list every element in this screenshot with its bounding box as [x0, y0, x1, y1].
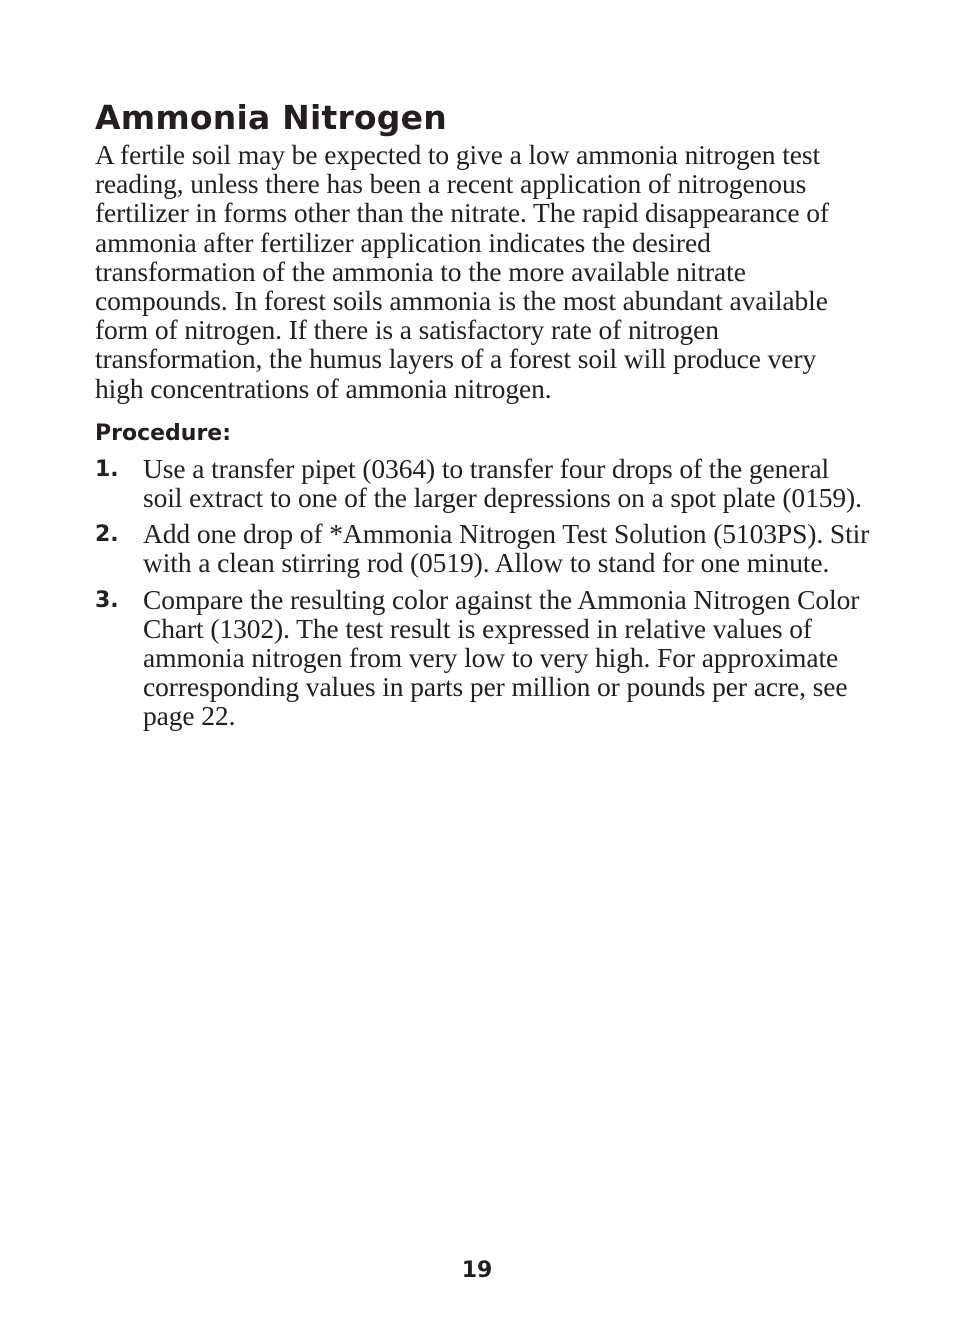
step-text: Add one drop of *Ammonia Nitrogen Test Solution (5103PS). Stir with a clean stirring rod (0519). Allow to stand for one minute. — [143, 518, 870, 579]
procedure-step — [95, 519, 870, 577]
page-number: 19 — [461, 1258, 493, 1283]
procedure-heading: Procedure: — [95, 420, 232, 446]
step-text: Compare the resulting color against the Ammonia Nitrogen Color Chart (1302). The test result is expressed in relative values of ammonia nitrogen from very low to very high. For approximate corresponding values in parts per million or pounds per acre, see page 22. — [143, 583, 860, 732]
step-number: 3. — [95, 587, 119, 613]
procedure-step — [95, 454, 870, 512]
procedure-step — [95, 585, 870, 731]
step-text: Use a transfer pipet (0364) to transfer four drops of the general soil extract to one of the larger depressions on a spot plate (0159). — [143, 452, 862, 514]
page-content — [95, 96, 870, 738]
intro-paragraph: A fertile soil may be expected to give a low ammonia nitrogen test reading, unless there has been a recent application of nitrogenous fertilizer in forms other than the nitrate. The rapid disappearance of ammonia after fertilizer application indicates the desired transformation of the ammonia to the more available nitrate compounds. In forest soils ammonia is the most abundant available form of nitrogen. If there is a satisfactory rate of nitrogen transformation, the humus layers of a forest soil will produce very high concentrations of ammonia nitrogen. — [95, 139, 829, 404]
step-number: 2. — [95, 522, 119, 548]
step-number: 1. — [95, 456, 119, 482]
procedure-steps — [95, 454, 870, 731]
section-heading: Ammonia Nitrogen — [95, 98, 447, 137]
